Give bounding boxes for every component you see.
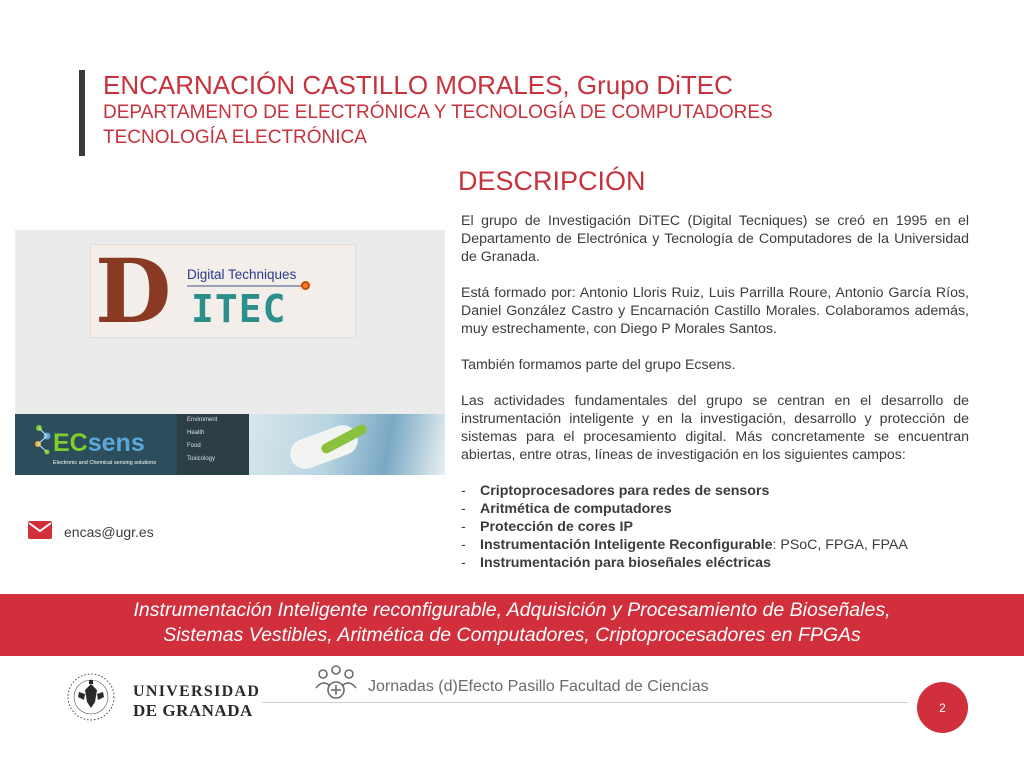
ecsens-wordmark — [53, 430, 145, 456]
title-block — [103, 70, 1003, 150]
list-item — [461, 500, 969, 518]
page-title: ENCARNACIÓN CASTILLO MORALES, Grupo DiTEC — [103, 70, 733, 100]
university-line-1: UNIVERSIDAD — [133, 683, 261, 700]
university-wordmark — [133, 682, 260, 720]
ditec-logo-d: D — [95, 239, 172, 343]
ecsens-subtitle: Electronic and Chemical sensing solutions — [53, 460, 157, 466]
people-plus-icon — [314, 664, 358, 700]
bullet-dash: - — [461, 519, 466, 535]
research-line-title: Instrumentación para bioseñales eléctricas — [480, 555, 771, 571]
bullet-dash: - — [461, 501, 466, 517]
mail-icon — [28, 521, 52, 539]
bullet-dash: - — [461, 555, 466, 571]
research-topics-banner — [0, 594, 1024, 656]
ecsens-molecule-icon — [33, 422, 55, 462]
lab-photo — [249, 414, 445, 475]
university-line-2: DE GRANADA — [133, 701, 253, 720]
research-lines-list — [461, 482, 969, 572]
research-line-title: Aritmética de computadores — [480, 501, 672, 517]
ditec-logo — [90, 239, 356, 343]
list-item — [461, 536, 969, 554]
description-paragraph: Está formado por: Antonio Lloris Ruiz, Luis Parrilla Roure, Antonio García Ríos, Daniel González Castro y Encarnación Castillo Morales. Colaboramos además, muy estrechamente, con Diego P Morales Santos. — [461, 285, 969, 337]
description-body — [461, 212, 969, 572]
description-paragraph: También formamos parte del grupo Ecsens. — [461, 357, 736, 373]
department-line: DEPARTAMENTO DE ELECTRÓNICA Y TECNOLOGÍA DE COMPUTADORES — [103, 102, 773, 123]
ecsens-menu — [177, 414, 249, 475]
ditec-logo-wordmark: ITEC — [191, 287, 287, 331]
description-heading: DESCRIPCIÓN — [458, 166, 646, 196]
bullet-dash: - — [461, 537, 466, 553]
ecsens-menu-item: Enviroment — [187, 417, 218, 423]
ecsens-banner — [15, 414, 445, 475]
description-paragraph: El grupo de Investigación DiTEC (Digital Tecniques) se creó en 1995 en el Departamento de Electrónica y Tecnología de Computadores de la Universidad de Granada. — [461, 213, 969, 265]
ecsens-wordmark-sens: sens — [87, 429, 145, 457]
research-line-title: Protección de cores IP — [480, 519, 633, 535]
ecsens-menu-item: Toxicology — [187, 456, 216, 462]
list-item — [461, 554, 969, 572]
ecsens-logo — [15, 414, 177, 475]
ecsens-wordmark-ec: EC — [53, 429, 88, 457]
ditec-logo-tagline: Digital Techniques — [187, 267, 297, 282]
footer-divider — [262, 702, 908, 703]
page-number: 2 — [939, 700, 946, 715]
description-paragraph: Las actividades fundamentales del grupo se centran en el desarrollo de instrumentación inteligente y en la investigación, desarrollo y protección de sistemas para el procesamiento digital. Más concretamente se encuentran abiertas, entre otras, líneas de investigación en los siguientes campos: — [461, 393, 969, 463]
university-seal-icon — [66, 672, 116, 722]
area-line: TECNOLOGÍA ELECTRÓNICA — [103, 127, 367, 148]
group-images-panel — [15, 230, 445, 475]
ditec-logo-dot — [301, 281, 310, 290]
contact-email[interactable]: encas@ugr.es — [64, 524, 154, 540]
research-line-detail: : PSoC, FPGA, FPAA — [772, 537, 908, 553]
bullet-dash: - — [461, 483, 466, 499]
research-line-title: Instrumentación Inteligente Reconfigurable — [480, 537, 773, 553]
banner-line-1: Instrumentación Inteligente reconfigurable, Adquisición y Procesamiento de Bioseñales, — [133, 599, 891, 621]
event-name: Jornadas (d)Efecto Pasillo Facultad de Ciencias — [368, 678, 709, 695]
ecsens-menu-item: Health — [187, 430, 205, 436]
banner-line-2: Sistemas Vestibles, Aritmética de Computadores, Criptoprocesadores en FPGAs — [163, 624, 861, 646]
list-item — [461, 518, 969, 536]
page-number-badge — [917, 682, 968, 733]
title-accent-bar — [79, 70, 85, 156]
ecsens-menu-item: Food — [187, 443, 201, 449]
research-line-title: Criptoprocesadores para redes de sensors — [480, 483, 770, 499]
list-item — [461, 482, 969, 500]
